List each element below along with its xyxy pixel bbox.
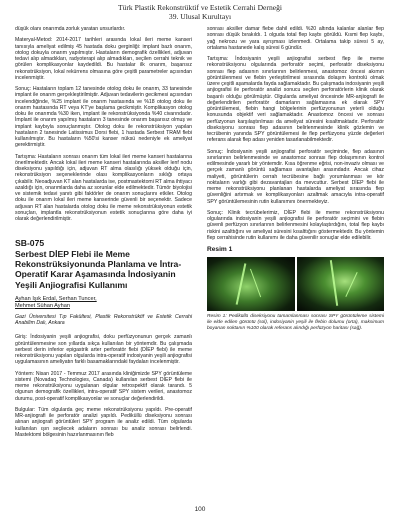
author-list	[15, 296, 192, 310]
left-paragraph: Bulgular: Tüm olgularda geç meme rekonstrüksiyonu yapıldı. Pre-operatif MR-anjiografi ile perforatör analizi yapıldı. Pediküllü diseksiyonu sonrası alınan anjiografi görüntüleri SPY program ile analiz edildi. Tüm olgularda kullanılan ışın seçilecek adaların sonrası bu analiz sonrası belirlendi. Mastektomi bölgesinin hazırlanmasının fleb	[15, 406, 192, 438]
right-paragraph: Sonuç: Klinik tecrübelerimiz, DİEP flebi ile meme rekonstrüksiyonu olgularında indosiyanin yeşili anjiografisi ile perforatör seçimini ve flebin güvenli perfüzyon sınırlarının belirlenmesini kolaylaştırdığını, total flep kaybı riskini azalttığını ve ameliyat süresini kısalttığını göstermektedir. Bu yöntemin flep cerrahisinde rutin kullanımı ile daha güvenilir sonuçlar elde edilebilir.	[207, 209, 384, 241]
affiliation: Gazi Üniversitesi Tıp Fakültesi, Plastik Rekonstrüktif ve Estetik Cerrahi Anabilim Dalı, Ankara	[15, 313, 192, 327]
angiography-image-right	[297, 257, 385, 311]
figure-label: Resim 1	[207, 246, 233, 253]
authors-line-2: Mehmet Sühan Ayhan	[15, 303, 70, 310]
figure-images	[207, 257, 384, 311]
abstract-id: SB-075	[15, 238, 45, 249]
left-paragraph: Sonuç: Hastaların toplam 12 tanesinde otolog doku ile onarım, 33 tanesinde implant ile onarım gerçekleştirilmiştir. Adjuvan tedavilerin gecikmesi açısından incelendiğinde, %25 implant ile onarım hastasında ve %18 otolog doku ile onarım hastasında RT veya KT'ye başlama gecikmiştir. Komplikasyon otolog doku ile onarımda %30 iken, implant ile rekonstrüksiyonda %40 civarındadır. İmplant ile onarım yapılmış hastaların 3 tanesinde onarım başarısız olmuş ve implant kaybıyla sonuçlanmıştır. Otolog doku ile rekonstrüksiyon yapılan hastaların 2 tanesinde Latissimus Dorsi flebi, 1 hastada Serbest TRAM flebi kullanılmıştır. Bu hastaların %50'si kanser nüksü nedeniyle ek ameliyat gerektirmiştir.	[15, 86, 192, 149]
page-header	[0, 3, 400, 21]
right-column	[207, 26, 384, 332]
figure-caption: Resim 1: Pediküllü diseksiyonu tamamlanması sonrası SPY görüntüleme sistemi ile elde edilen görüntü (sol), indosiyanin yeşili ile flebin dolumu (orta), maksimum boyanan noktanın %100 olarak referans alındığı perfüzyon haritası (sağ).	[207, 314, 384, 331]
right-paragraph: Tartışma: İndosiyanin yeşili anjiografisi serbest flep ile meme rekonstrüksiyonu olgularında perforatör seçimi, perforatör diseksiyonu sonrası flep adasının sınırlarının belirlenmesi, anastomoz öncesi akımın görüntülenmesi ve flebin yerleştirilmesi sırasında dolaşım kontrolü olmak üzere çeşitli aşamalarda fayda sağlamaktadır. Bu çalışmada indosiyanin yeşili anjiografisi ile perforatör analizi sonucu seçilen perforatörlerin klinik olarak başarılı olduğu görülmüştür. Olgularda ameliyat öncesinde MR-anjiografi ile değerlendirilen perforatör damarların sağlamasına ek olarak SPY görüntülemesi, flebin hangi bölgelerinin perfüzyonunun yeterli olduğu konusunda objektif veri sağlamaktadır. Anastomoz öncesi ve sonrası perfüzyonun karşılaştırılması da ameliyat süresini kısaltmaktadır. Perforatör diseksiyonu sonrası flep adasının belirlenmesinde klinik gözlemin ve tecrübenin yanında SPY görüntülemesi ile flep perfüzyonu yüzde değerleri referans alarak flep adası yeniden tasarlanabilmektedir.	[207, 56, 384, 144]
right-paragraph: Sonuç: İndosiyanin yeşili anjiografisi perforatör seçiminde, flep adasının sınırlarının belirlenmesinde ve anastomoz sonrası flep dolaşımının kontrol edilmesinde yararlı bir yöntemdir. Kısa öğrenme eğrisi, non-invaziv olması ve gerçek zamanlı görüntü sağlaması avantajları arasındadır. Ancak cihaz maliyeti, görüntülerin cerrah tecrübesine bağlı yorumlanması ve kör noktaların varlığı gibi dezavantajları da mevcuttur. Serbest DİEP flebi ile meme rekonstrüksiyonu planlanan hastalarda ameliyat sırasında flep güvenliğini artırmak ve komplikasyonları azaltmak amacıyla intra-operatif SPY görüntülemesinin rutin kullanımını önermekteyiz.	[207, 148, 384, 205]
right-paragraph: sonrası aksiller damar flebe dahil edildi. %20 altında kalanlar alanlar flep sonrası düşük bırakıldı. 1 olguda total flep kaybı görüldü. Kısmi flep kaybı, yağ nekrozu ve yara ayrışması izlenmedi. Ortalama takip süresi 5 ay, ortalama hastanede kalış süresi 6 gündür.	[207, 26, 384, 51]
left-paragraph: Giriş: İndosiyanin yeşili anjiografisi, doku perfüzyonunun gerçek zamanlı görüntülenmesine son yıllarda sıkça kullanılan bir yöntemdir. Bu çalışmada serbest derin inferior epigastrik arter perforatör flebi (DİEP flebi) ile meme rekonstrüksiyonu yapılan olgularda intra-operatif indosiyanin yeşili anjiografisi uygulamasının ameliyatın farklı basamaklarındaki faydaları incelenmiştir.	[15, 334, 192, 366]
left-paragraph: Materyal-Metod: 2014-2017 tarihleri arasında lokal ileri meme kanseri tanısıyla ameliyat edilmiş 45 hastada doku gerginliği: implant bazlı onarım, otolog dokuyla onarım yapılmıştır. Hastaların demografik özellikleri, adjuvan tedavi alıp almadıkları, radyoterapi alıp almadıkları, seçilen cerrahi teknik ve görülen komplikasyonlar kaydedildi. Bu hastalar ilk onarım, başarısız rekonstrüksiyon, lokal rekürrens olmasına göre çeşitli parametreler açısından incelenmiştir.	[15, 37, 192, 81]
authors-line-1: Ayhan Işık Erdal, Serhan Tuncer,	[15, 296, 97, 303]
conference-society: Türk Plastik Rekonstrüktif ve Estetik Cerrahi Derneği	[117, 3, 283, 12]
left-paragraph: düşük olanı onarımda zorluk yaratan unsurlardır.	[15, 26, 126, 32]
left-paragraph: Yöntem: Nisan 2017 - Temmuz 2017 arasında kliniğimizde SPY görüntüleme sistemi (Novadaq Technologies, Canada) kullanılan serbest DİEP flebi ile meme rekonstrüksiyonu uygulanan olgular retrospektif olarak tarandı. 5 olgunun demografik özellikleri, intra-operatif SPY sistem verileri, anastomoz durumu, post-operatif komplikasyonlar ve sonuçlar değerlendirildi.	[15, 370, 192, 402]
left-paragraph: Tartışma: Hastaların sonrası onarım tüm lokal ileri meme kanseri hastalarına önerilmektedir. Ancak lokal ileri meme kanseri hastalarında aksiller lenf nodu diseksiyonu yapıldığı için, adjuvan RT alma olasılığı yüksek olduğu için, rekonstrüksiyon seçeneklerinde olası komplikasyonların sıklığı ortaya çıkabilir. Neoadjuvan KT alan hastalarda ise, postmastektomi RT alma ihtiyacı azaldığı için, onarımlarda daha az sorunlar elde edilmektedir. Tümör biyolojisi ve sistemik tedavi yanıtı gibi faktörler de onarım sonuçlarını etkiler. Otolog doku ile onarım lokal ileri meme kanserinde güvenli bir seçenektir. Sadece adjuvan RT alan hastalarda otolog doku ile meme rekonstrüksiyonun estetik sonuçları, implantla rekonstrüksiyonun estetik sonuçlarına göre daha iyi olarak değerlendirilmiştir.	[15, 153, 192, 222]
left-column	[15, 26, 192, 443]
page-number: 100	[194, 506, 206, 513]
abstract-heading	[15, 238, 192, 290]
conference-title: 39. Ulusal Kurultayı	[168, 12, 232, 21]
angiography-image-left	[207, 257, 295, 311]
abstract-title: Serbest DİEP Flebi ile Meme Rekonstrüksiyonunda Planlama ve İntra-Operatif Karar Aşamasında İndosiyanin Yeşili Anjiografisi Kullanımı	[15, 248, 182, 290]
